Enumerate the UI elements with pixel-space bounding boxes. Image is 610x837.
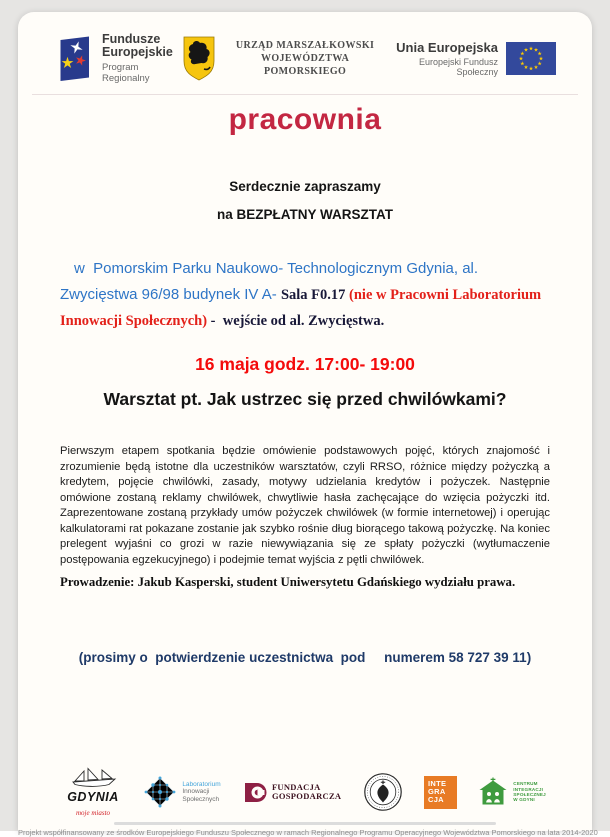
eu-flag-icon — [506, 42, 556, 75]
lis-line1: Laboratorium — [182, 780, 221, 788]
integracja-line3: CJA — [427, 794, 444, 804]
lis-line3: Społecznych — [182, 795, 220, 803]
urzad-line2: WOJEWÓDZTWA POMORSKIEGO — [260, 52, 350, 77]
funding-statement-clipped: Projekt współfinansowany ze środków Europejskiego Funduszu Społecznego w ramach Regionalnego Programu Operacyjnego Województwa Pomorskiego na lata 2014-2020 — [18, 828, 598, 837]
logo-fundacja-gospodarcza — [242, 780, 341, 805]
fundusze-subtitle: Program Regionalny — [102, 61, 150, 84]
location-room: Sala F0.17 — [280, 287, 350, 303]
urzad-line1: URZĄD MARSZAŁKOWSKI — [235, 39, 375, 51]
logo-laboratorium-innowacji — [143, 775, 220, 809]
fundacja-line1: FUNDACJA — [271, 781, 321, 792]
unia-logo-text — [385, 40, 498, 77]
invite-line-2: na BEZPŁATNY WARSZTAT — [217, 207, 393, 222]
fundusze-title-line2: Europejskie — [102, 45, 173, 59]
logo-gdynia — [64, 767, 122, 817]
integracja-line1: INTE — [427, 778, 447, 788]
partner-logos-header — [18, 12, 592, 88]
event-datetime: 16 maja godz. 17:00- 19:00 — [195, 354, 415, 374]
fundacja-line2: GOSPODARCZA — [271, 791, 342, 801]
cis-line4: W GDYNI — [513, 797, 535, 803]
location-entrance: - wejście od al. Zwycięstwa. — [210, 313, 385, 329]
pomorskie-coat-of-arms-icon — [181, 35, 217, 81]
gdynia-wordmark: GDYNIA — [67, 790, 119, 804]
location-warning: (nie w Pracowni Laboratorium Innowacji Społecznych) — [60, 287, 545, 329]
logo-cis-gdynia — [478, 777, 546, 808]
cis-logo-text — [513, 781, 546, 803]
urzad-logo-text — [225, 39, 385, 78]
fundacja-logo-text — [272, 783, 341, 802]
description-paragraph: Pierwszym etapem spotkania będzie omówienie podstawowych pojęć, których znajomość i zrozumienie będą istotne dla uczestników warsztatów, czyli RRSO, różnice między pożyczką a kredytem, pojęcie chwilówki, zasady, motywy udzielania kredytów i pożyczek. Następnie omówione zostaną reklamy chwilówek, chwytliwie hasła zachęcające do wzięcia pożyczki itd. Zaprezentowane zostaną przykłady umów pożyczek chwilówek (w formie internetowej) i operując kalkulatorami rat pokazane zostanie jak szybko rośnie dług biorącego takową pożyczkę. Na koniec prelegent wyjaśni co grozi w razie niewywiązania się ze spłaty pożyczki (wytłumaczenie postępowania egzekucyjnego) i podejmie temat wyjścia z pętli chwilówek. — [60, 445, 550, 566]
unia-title: Unia Europejska — [396, 39, 498, 55]
partner-logos-footer — [18, 769, 592, 815]
fundusze-title-line1: Fundusze — [102, 31, 161, 46]
integracja-line2: GRA — [427, 786, 446, 796]
cis-line2: INTEGRACJI — [513, 786, 544, 792]
gdynia-tagline: moje miasto — [75, 809, 111, 817]
logo-urzad-marszalkowski — [181, 35, 385, 81]
seal-icon — [363, 772, 403, 812]
workshop-title: Warsztat pt. Jak ustrzec się przed chwilówkami? — [103, 389, 507, 409]
rsvp-line: (prosimy o potwierdzenie uczestnictwa pod numerem 58 727 39 11) — [78, 650, 532, 665]
cis-line1: CENTRUM — [513, 781, 538, 787]
brand-title: pracownia — [228, 103, 382, 136]
lis-logo-text — [182, 781, 220, 804]
cis-house-icon — [478, 777, 508, 808]
flyer-page — [18, 12, 598, 837]
footer-divider — [114, 822, 496, 825]
location-address: w Pomorskim Parku Naukowo- Technologicznym Gdynia, al. Zwycięstwa 96/98 budynek IV A- — [60, 260, 483, 303]
network-icon — [143, 775, 177, 809]
unia-subtitle: Europejski Fundusz Społeczny — [418, 56, 498, 77]
fundacja-g-icon — [242, 780, 267, 805]
flyer-content — [18, 103, 592, 665]
fundusze-logo-text — [102, 33, 181, 84]
cis-line3: SPOŁECZNEJ — [513, 792, 546, 797]
logo-unia-europejska — [385, 40, 556, 77]
logo-fundusze-europejskie — [54, 33, 181, 84]
integracja-logo — [424, 776, 457, 809]
header-divider — [32, 94, 578, 95]
invite-line-1: Serdecznie zapraszamy — [229, 179, 381, 194]
presenter-line: Prowadzenie: Jakub Kasperski, student Uniwersytetu Gdańskiego wydziału prawa. — [60, 575, 516, 589]
fundusze-flag-icon — [54, 33, 94, 83]
logo-seal — [363, 772, 403, 812]
lis-line2: Innowacji — [182, 788, 210, 796]
location-text — [60, 256, 550, 334]
ship-icon — [64, 767, 122, 787]
